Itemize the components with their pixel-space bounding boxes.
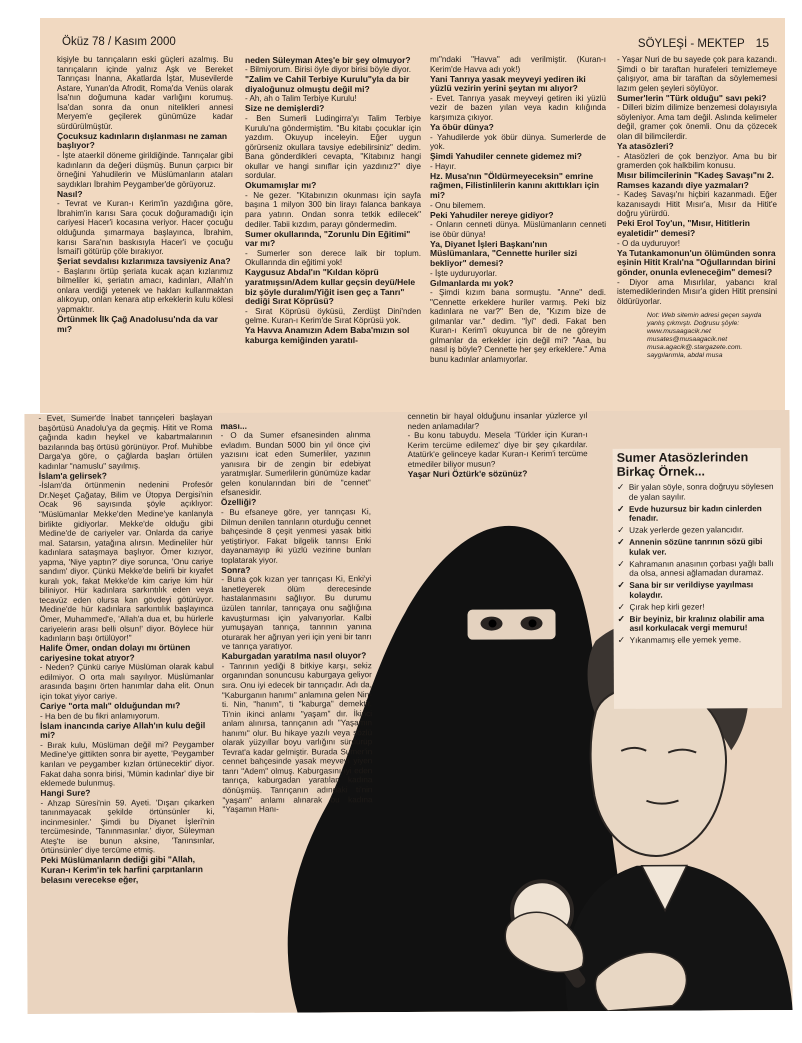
question-heading: İslam inancında cariye Allah'ın kulu değil mi?: [40, 719, 206, 741]
question-heading: Peki Erol Toy'un, "Mısır, Hititlerin eyaletidir" demesi?: [617, 218, 750, 239]
question-heading: Gılmanlarda mı yok?: [430, 277, 514, 288]
answer-paragraph: - Evet, Sumer'de İnabet tanrıçeleri başlayan başörtüsü Anadolu'ya da geçmiş. Hitit ve Roma çağında kadın heykel ve kabartmalarının bazılarında baş örtüsü görünüyor. Prof. Muhibbe Darga'ya göre, o çağlarda başları örtülen kadınlar "namuslu" sayılmış.: [38, 413, 213, 471]
proverb-item: ✓ Uzak yerlerde gezen yalancıdır.: [617, 525, 777, 536]
section-header: [638, 36, 769, 50]
answer-paragraph: - Hayır.: [430, 161, 457, 171]
proverb-item: ✓ Bir yalan söyle, sonra doğruyu söylesen de yalan sayılır.: [617, 482, 777, 502]
answer-paragraph: -İslam'da örtünmenin nedenini Profesör Dr.Neşet Çağatay, Bilim ve Ütopya Dergisi'nin Ocak 96 sayısında şöyle açıklıyor: "Müslümanlar Mekke'den Medine'ye kanlanyla birlikte gidiyorlar. Mekke'de olduğu gibi Medine'de de cariyeler var. Onlarda da cariye mal. Satarsın, yatağına alırsın. Medineliler hür kadınlara sataşmaya başlıyor. Ömer kızıyor, yapma, 'Niye yaptın?' diye sorunca, 'Onu cariye sandım' diyor. Çünkü Mekke'de belirli bir kıyafet kuralı yok, fakat Mekke'de kim cariye kim hür biliniyor. Hür kadınlara sarkıntılık eden veya tecavüz eden olursa kan gövdeyi götürüyor. Medine'de hür kadınlara sarkıntılık başlayınca Ömer, Muhammed'e, 'Allah'a dua et, bu hürlerle cariyelerin arası belli olsun!' diyor. Böylece hür kadınların başı örtülüyor!": [38, 480, 214, 644]
answer-paragraph: - Diyor ama Mısırlılar, yabancı kral istemediklerinden Mısır'a giden Hitit prensini öldürüyorlar.: [617, 277, 777, 306]
answer-paragraph: - Tanrının yediği 8 bitkiye karşı, sekiz organından sonuncusu kaburgaya geliyor sıra. Onu iyi edecek bir tanrıçadır. Adı da, "Kaburganın hanımı" anlamına gelen Nin-ti. Nin, "hanım", ti "kaburga" demektir. Ti'nin ikinci anlamı "yaşam" dır. İkinci anlam alınırsa, tanrıçanın adı "Yaşamın hanımı" olur. Bu hikaye yazılı veya sözlü olarak yüzyıllar boyu varlığını sürdürüp Tevrat'a kadar gelmiştir. Burada Sumer'in cennet bahçesinde yasak meyveyi yiyen tanrı "Adem" olmuş. Kaburgasını iyi eden tanrıça, kaburgadan yaratılan kadına dönüşmüş. Tanrıçanın adındaki ti'nin "yaşam" anlamı alınarak bu kadına "Yaşamın Hanı-: [221, 661, 373, 815]
question-heading: Sumer'lerin "Türk olduğu" savı peki?: [617, 92, 767, 103]
question-heading: Size ne demişlerdi?: [245, 103, 325, 114]
proverb-item: ✓ Kahramanın anasının çorbası yağlı ballı da olsa, annesi ağlamadan duramaz.: [617, 559, 777, 579]
proverb-item: ✓ Evde huzursuz bir kadın cinlerden fenadır.: [617, 504, 777, 524]
question-heading: Okumamışlar mı?: [245, 180, 317, 191]
question-heading: Nasıl?: [57, 188, 83, 199]
answer-paragraph: - İşte ataerkil döneme girildiğinde. Tanrıçalar gibi kadınların da değeri düşmüş. Bunun çarpıcı bir örneğini Yahudilerin ve Müslümanların ataları saydıkları İbrahim Peygamber'de görüyoruz.: [57, 151, 233, 189]
question-heading: Şeriat sevdalısı kızlarımıza tavsiyeniz Ana?: [57, 256, 231, 267]
answer-paragraph: - Yahudilerde yok öbür dünya. Sumerlerde de yok.: [430, 132, 606, 152]
proverbs-list: [617, 482, 778, 646]
answer-paragraph: - Tevrat ve Kuran-ı Kerim'in yazdığına göre, İbrahim'in karısı Sara çocuk doğuramadığı için cariyesi Hacer'i kocasına veriyor. Hacer çocuğu olduğunda şımarmaya başlayınca, İbrahim, karısı Sara'nın baskısıyla Hacer'i ve çocuğu İsmail'i götürüp çöle bırakıyor.: [57, 199, 233, 257]
answer-paragraph: - Dilleri bizim dilimize benzemesi dolayısıyla söyleniyor. Ama tam değil. Aslında kelimeler değil, gramer çok önemli. Onu da çözecek olan dil bilimcilerdir.: [617, 103, 777, 141]
question-heading: Ya, Diyanet İşleri Başkanı'nın Müslümanlara, "Cennette huriler sizi bekliyor" demesi?: [430, 238, 578, 268]
answer-paragraph: - Bu efsaneye göre, yer tanrıçası Ki, Dilmun denilen tanrıların oturduğu cennet bahçesinde 8 çeşit yenmesi yasak bitki yetiştiriyor. Fakat bilgelik tanrısı Enki dayanamayıp iki yüzlü vezirine bunları toplatarak yiyor.: [220, 507, 372, 565]
question-heading: Özelliği?: [220, 497, 257, 508]
answer-paragraph: - Buna çok kızan yer tanrıçası Ki, Enki'yi lanetleyerek ölüm derecesinde hastalanmasını sağlıyor. Bu durumu üzülen tanrılar, tanrıçaya onu sağlığına kavuşturması için yalvarıyorlar. Kalbi yumuşayan tanrıça, tanrının yanına oturarak her ağrıyan yeri için yeni bir tanrı ve tanrıça yaratıyor.: [221, 574, 372, 652]
proverb-item: ✓ Bir beyiniz, bir kralınız olabilir ama asıl korkulacak vergi memuru!: [617, 614, 777, 634]
issue-header: Öküz 78 / Kasım 2000: [62, 36, 176, 48]
question-heading: Ya öbür dünya?: [430, 121, 494, 132]
question-heading: Ya Tutankamonun'un ölümünden sonra eşinin Hitit Kralı'na "Oğullarından birini gönder, onunla evleneceğim" demesi?: [617, 247, 776, 277]
page-number: 15: [755, 36, 769, 50]
answer-paragraph: cennetin bir hayal olduğunu insanlar yüzlerce yıl neden anlamadılar?: [407, 411, 588, 431]
answer-paragraph: - O da uyduruyor!: [617, 238, 680, 248]
proverb-item: ✓ Annenin sözüne tanrının sözü gibi kulak ver.: [617, 537, 777, 557]
proverb-item: ✓ Sana bir sır verildiyse yayılması kolaydır.: [617, 580, 777, 600]
answer-paragraph: mı"ndaki "Havva" adı verilmiştir. (Kuran-ı Kerim'de Havva adı yok!): [430, 55, 606, 74]
question-heading: Halife Ömer, ondan dolayı mı örtünen cariyesine tokat atıyor?: [39, 642, 191, 663]
question-heading: Şimdi Yahudiler cennete gidemez mi?: [430, 151, 582, 162]
question-heading: Ya Havva Anamızın Adem Baba'mızın sol kaburga kemiğinden yaratıl-: [245, 325, 410, 345]
question-heading: Kaburgadan yaratılma nasıl oluyor?: [221, 650, 367, 662]
question-heading: Peki Yahudiler nereye gidiyor?: [430, 209, 554, 220]
question-heading: Hz. Musa'nın "Öldürmeyeceksin" emrine rağmen, Filistinlilerin kanını akıttıkları için mi?: [430, 170, 600, 200]
answer-paragraph: - Başlarını örtüp şeriata kucak açan kızlarımız bilmeliler ki, şeriatın amacı, kadınları, Allah'ın onlara verdiği yetenek ve hakları kullanmaktan alıkoyup, onları kenara atıp erkeklerin kulu kölesi yapmaktır.: [57, 266, 233, 314]
answer-paragraph: - Ha ben de bu fikri anlamıyorum.: [39, 710, 160, 721]
question-heading: Kaygusuz Abdal'ın "Kıldan köprü yaratmışsın/Adem kullar geçsin deyü/Hele biz şöyle duralım/Yiğit isen geç a Tanrı" dediği Sırat Köprüsü?: [245, 267, 416, 307]
answer-paragraph: - Ah, ah o Talim Terbiye Kurulu!: [245, 94, 357, 104]
answer-paragraph: - İşte uyduruyorlar.: [430, 268, 498, 278]
proverbs-title: Sumer Atasözlerinden Birkaç Örnek...: [616, 450, 749, 479]
answer-paragraph: - Onu bilemem.: [430, 200, 486, 210]
answer-paragraph: - O da Sumer efsanesinden alınma evladım. Bundan 5000 bin yıl önce çivi yazısını icat eden Sumerliler, yazının yanısıra bir de zengin bir edebiyat yaratmışlar. Sumerlilerin günümüze kadar gelen konularından biri de "cennet" efsanesidir.: [220, 430, 371, 498]
section-title: SÖYLEŞİ - MEKTEP: [637, 38, 745, 50]
author-note: Not: Web sitemin adresi geçen sayıda yanlış çıkmıştı. Doğrusu şöyle: www.musaagacik.net musates@musaagacik.net musa.agacik@.stargazete.com. saygılarımla, abdal musa: [647, 312, 762, 360]
top-page-clipping: [40, 18, 785, 413]
question-heading: Ya atasözleri?: [617, 140, 674, 151]
top-column-3: [430, 55, 606, 410]
question-heading: Sumer okullarında, "Zorunlu Din Eğitimi" var mı?: [245, 228, 411, 249]
question-heading: Örtünmek İlk Çağ Anadolusu'nda da var mı?: [57, 313, 218, 334]
question-heading: Mısır bilimcilerinin "Kadeş Savaşı"nı 2. Ramses kazandı diye yazmaları?: [617, 170, 774, 190]
proverbs-box: [613, 448, 782, 709]
question-heading: Hangi Sure?: [40, 787, 91, 799]
answer-paragraph: - Ahzap Süresi'nin 59. Ayeti. 'Dışarı çıkarken tanınmayacak şekilde örtünsünler ki, incinmesinler.' Şimdi bu Diyanet İşleri'nin tercümesinde, 'Tanınmasınlar.' diyor, Süleyman Ateş'te ise bunun aksine, 'Tanınsınlar, örtünsünler' diye tercüme etmiş.: [40, 797, 215, 856]
answer-paragraph: - Bu konu tabuydu. Mesela 'Türkler için Kuran-ı Kerim tercüme edilemez' diye bir şey çıkardılar. Atatürk'e gelinceye kadar Kuran-ı Kerim'i tercüme etmediler biliyor musun?: [407, 430, 588, 469]
question-heading: Cariye "orta malı" olduğundan mı?: [39, 700, 181, 711]
question-heading: Sonra?: [221, 564, 251, 575]
answer-paragraph: - Ben Sumerli Ludingirra'yı Talim Terbiye Kurulu'na göndermiştim. "Bu kitabı çocuklar için yazdım. Okuyup inceleyin. Eğer uygun görürseniz okullara tavsiye edebilirsiniz" dedim. Bana gönderdikleri cevapta, "Kitabınız hangi okullar ve hangi sınıflar için yazdınız?" diye sordular.: [245, 113, 421, 181]
answer-paragraph: - Neden? Çünkü cariye Müslüman olarak kabul edilmiyor. O orta malı sayılıyor. Müslümanlar arasında başını örten hanımlar daha elit. Onun için tokat yiyor cariye.: [39, 662, 214, 701]
answer-paragraph: - Yaşar Nuri de bu sayede çok para kazandı. Şimdi o bir taraftan hurafeleri temizlemeye çalışıyor, ama bir taraftan da söylememesi lazım gelen şeyleri söylüyor.: [617, 55, 777, 93]
answer-paragraph: - Bilmiyorum. Birisi öyle diyor birisi böyle diyor.: [245, 65, 411, 75]
proverb-item: ✓ Çırak hep kirli gezer!: [617, 602, 777, 613]
question-heading: Peki Müslümanların dediği gibi "Allah, Kuran-ı Kerim'in tek harfini çarpıtanların belasını verecekse eğer,: [40, 854, 203, 885]
top-column-4: [617, 55, 777, 410]
top-column-2: [245, 55, 421, 410]
bottom-column-2: [220, 420, 373, 1011]
bottom-page-clipping: [24, 410, 792, 1014]
question-heading: Yani Tanrıya yasak meyveyi yediren iki yüzlü vezirin yerini şeytan mı alıyor?: [430, 73, 586, 94]
answer-paragraph: - Evet. Tanrıya yasak meyveyi getiren iki yüzlü vezir de bazen yılan veya kadın kılığında karşımıza çıkıyor.: [430, 93, 606, 122]
question-heading: Yaşar Nuri Öztürk'e sözünüz?: [407, 468, 528, 479]
answer-paragraph: - Ne gezer. "Kitabınızın okunması için sayfa başına 1 milyon 300 bin lirayı falanca bankaya para yatırın. Ondan sonra tetkik edilecek" dediler. Tabii kızdım, parayı göndermedim.: [245, 190, 421, 229]
top-column-1: [57, 55, 233, 410]
question-heading: neden Süleyman Ateş'e bir şey olmuyor?: [245, 55, 411, 65]
question-heading: ması...: [220, 420, 247, 431]
answer-paragraph: - Şimdi kızım bana sormuştu. "Anne" dedi. "Cennette erkeklere huriler varmış. Peki biz kadınlara ne var?" Ben de, "Kızım bize de gılmanlar var." dedim. "İyi" dedi. Fakat ben Kuran-ı Kerim'i okuyunca bir de ne göreyim gılmanlar da erkekler için değil mi? "Aaa, bu nasıl iş böyle? Cennette her şey erkeklere." Ama bunu kadınlar anlamıyorlar.: [430, 288, 606, 365]
bottom-column-1: [38, 413, 215, 1009]
question-heading: İslam'a gelirsek?: [38, 470, 107, 481]
bottom-column-3: [407, 411, 587, 482]
answer-paragraph: - Kadeş Savaşı'nı hiçbiri kazanmadı. Eğer kazanısaydı Hitit Mısır'a, Mısır da Hitit'e doğru yürürdü.: [617, 190, 777, 219]
question-heading: "Zalim ve Cahil Terbiye Kurulu"yla da bir diyaloğunuz olmuştu değil mi?: [245, 74, 410, 94]
answer-paragraph: - Bırak kulu, Müslüman değil mi? Peygamber Medine'ye gittikten sonra bir ayette, 'Peygamber karıları ve peygamber kızları örtünecektir' diyor. Fakat daha sonra birisi, 'Mümin kadınlar' diye bir eklemede bulunmuş.: [40, 739, 215, 788]
question-heading: Çocuksuz kadınların dışlanması ne zaman başlıyor?: [57, 130, 228, 151]
answer-paragraph: - Sırat Köprüsü öyküsü, Zerdüşt Dini'nden gelme. Kuran-ı Kerim'de Sırat Köprüsü yok.: [245, 306, 421, 326]
proverb-item: ✓ Yıkanmamış elle yemek yeme.: [618, 635, 778, 646]
answer-paragraph: - Sumerler son derece laik bir toplum. Okullarında din eğitimi yok!: [245, 248, 421, 268]
answer-paragraph: kişiyle bu tanrıçaların eski güçleri azalmış. Bu tanrıçaların içinde yalnız Aşk ve Bereket Tanrıçası İnanna, Akatlarda İştar, Musevilerde Astare, Yunan'da Afrodit, Roma'da Venüs olarak İsa'nın doğumuna kadar varlığını korumuş. İsa'dan sonra da onun nitelikleri annesi Meryem'e geçilerek günümüze kadar sürdürülmüştür.: [57, 55, 233, 131]
answer-paragraph: - Onların cenneti dünya. Müslümanların cenneti ise öbür dünya!: [430, 220, 606, 239]
answer-paragraph: - Atasözleri de çok benziyor. Ama bu bir gramerden çok halkbilim konusu.: [617, 151, 777, 171]
